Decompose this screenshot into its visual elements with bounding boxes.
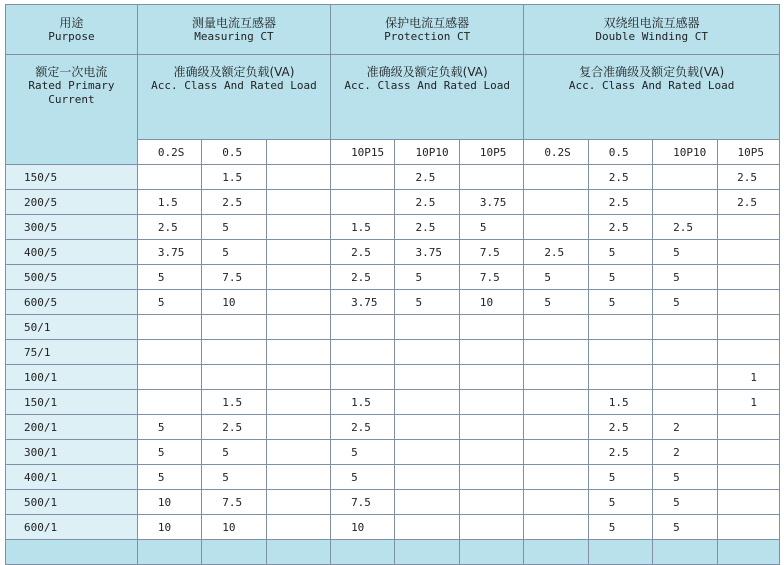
table-row — [6, 290, 780, 315]
accuracy-class-cell: 10P10 — [653, 140, 717, 165]
value-cell — [588, 540, 652, 565]
value-cell — [653, 190, 717, 215]
accuracy-class-cell: 10P10 — [395, 140, 459, 165]
table-row — [6, 440, 780, 465]
protection-ct-header — [331, 5, 524, 55]
value-cell: 1.5 — [331, 390, 395, 415]
value-cell — [524, 415, 588, 440]
protection-acc-zh: 准确级及额定负载(VA) — [366, 65, 488, 79]
value-cell — [717, 540, 779, 565]
value-cell — [266, 165, 330, 190]
value-cell: 2.5 — [137, 215, 201, 240]
value-cell: 5 — [202, 465, 266, 490]
value-cell — [395, 415, 459, 440]
value-cell: 2.5 — [331, 415, 395, 440]
rated-current-header — [6, 55, 138, 165]
measuring-acc-header — [137, 55, 330, 140]
value-cell: 2.5 — [331, 240, 395, 265]
value-cell — [717, 340, 779, 365]
value-cell: 2.5 — [588, 215, 652, 240]
value-cell — [459, 365, 523, 390]
value-cell — [459, 490, 523, 515]
value-cell — [653, 540, 717, 565]
value-cell — [717, 465, 779, 490]
value-cell: 2.5 — [331, 265, 395, 290]
measuring-acc-en: Acc. Class And Rated Load — [151, 79, 317, 92]
value-cell — [653, 340, 717, 365]
value-cell — [459, 515, 523, 540]
value-cell — [202, 540, 266, 565]
table-row — [6, 465, 780, 490]
value-cell — [266, 490, 330, 515]
table-row — [6, 490, 780, 515]
table-row — [6, 365, 780, 390]
value-cell — [266, 315, 330, 340]
protection-acc-en: Acc. Class And Rated Load — [344, 79, 510, 92]
measuring-acc-zh: 准确级及额定负载(VA) — [173, 65, 295, 79]
ct-spec-table — [5, 4, 780, 565]
value-cell — [588, 315, 652, 340]
table-row — [6, 415, 780, 440]
value-cell — [524, 440, 588, 465]
value-cell: 10 — [202, 290, 266, 315]
value-cell — [137, 315, 201, 340]
value-cell: 2.5 — [588, 440, 652, 465]
value-cell — [717, 315, 779, 340]
value-cell: 3.75 — [137, 240, 201, 265]
table-row — [6, 215, 780, 240]
value-cell — [331, 540, 395, 565]
value-cell — [524, 390, 588, 415]
value-cell: 1.5 — [137, 190, 201, 215]
value-cell: 3.75 — [331, 290, 395, 315]
table-row — [6, 190, 780, 215]
value-cell: 5 — [137, 265, 201, 290]
value-cell — [459, 340, 523, 365]
value-cell: 10 — [137, 515, 201, 540]
rated-current-cell: 300/5 — [6, 215, 138, 240]
value-cell: 5 — [588, 465, 652, 490]
value-cell — [331, 340, 395, 365]
value-cell: 5 — [459, 215, 523, 240]
rated-current-cell — [6, 540, 138, 565]
rated-current-cell: 150/1 — [6, 390, 138, 415]
value-cell — [717, 440, 779, 465]
double-winding-ct-header — [524, 5, 780, 55]
value-cell: 5 — [653, 290, 717, 315]
value-cell — [266, 390, 330, 415]
table-row — [6, 390, 780, 415]
table-row — [6, 265, 780, 290]
rated-current-cell: 100/1 — [6, 365, 138, 390]
value-cell: 5 — [653, 490, 717, 515]
rated-current-cell: 200/1 — [6, 415, 138, 440]
value-cell — [395, 465, 459, 490]
value-cell: 1.5 — [331, 215, 395, 240]
accuracy-class-cell: 0.5 — [202, 140, 266, 165]
rated-current-cell: 50/1 — [6, 315, 138, 340]
value-cell — [137, 340, 201, 365]
value-cell: 2.5 — [202, 415, 266, 440]
value-cell: 5 — [524, 290, 588, 315]
value-cell: 2.5 — [524, 240, 588, 265]
value-cell — [524, 365, 588, 390]
rated-current-cell: 75/1 — [6, 340, 138, 365]
value-cell — [653, 390, 717, 415]
double-zh: 双绕组电流互感器 — [603, 15, 700, 30]
value-cell — [588, 340, 652, 365]
value-cell — [459, 315, 523, 340]
value-cell: 5 — [524, 265, 588, 290]
table-row — [6, 340, 780, 365]
value-cell: 2.5 — [395, 190, 459, 215]
value-cell: 7.5 — [202, 490, 266, 515]
rated-current-cell: 400/5 — [6, 240, 138, 265]
value-cell — [524, 465, 588, 490]
value-cell — [459, 540, 523, 565]
value-cell: 5 — [331, 465, 395, 490]
value-cell: 5 — [395, 265, 459, 290]
value-cell — [202, 315, 266, 340]
double-acc-en: Acc. Class And Rated Load — [568, 79, 735, 92]
value-cell — [266, 440, 330, 465]
value-cell — [653, 365, 717, 390]
value-cell — [266, 340, 330, 365]
accuracy-class-cell: 10P5 — [717, 140, 779, 165]
value-cell: 5 — [653, 515, 717, 540]
header-row — [6, 5, 780, 55]
rated-current-cell: 500/5 — [6, 265, 138, 290]
value-cell — [524, 540, 588, 565]
value-cell: 5 — [137, 465, 201, 490]
table-row — [6, 540, 780, 565]
value-cell — [266, 465, 330, 490]
value-cell — [266, 515, 330, 540]
value-cell — [717, 415, 779, 440]
accuracy-class-cell: 0.2S — [524, 140, 588, 165]
accuracy-class-cell: 0.5 — [588, 140, 652, 165]
value-cell: 10 — [331, 515, 395, 540]
value-cell: 5 — [202, 215, 266, 240]
value-cell: 5 — [588, 515, 652, 540]
value-cell: 7.5 — [202, 265, 266, 290]
value-cell — [202, 340, 266, 365]
table-row — [6, 240, 780, 265]
double-acc-zh: 复合准确级及额定负载(VA) — [579, 65, 725, 79]
value-cell — [266, 290, 330, 315]
value-cell — [653, 165, 717, 190]
rated-current-cell: 500/1 — [6, 490, 138, 515]
value-cell: 5 — [331, 440, 395, 465]
protection-acc-header — [331, 55, 524, 140]
value-cell — [266, 240, 330, 265]
value-cell — [459, 465, 523, 490]
purpose-en: Purpose — [48, 29, 95, 43]
value-cell — [266, 540, 330, 565]
value-cell: 5 — [202, 440, 266, 465]
rated-current-cell: 400/1 — [6, 465, 138, 490]
rated-current-cell: 200/5 — [6, 190, 138, 215]
value-cell — [717, 290, 779, 315]
measuring-ct-header — [137, 5, 330, 55]
value-cell: 5 — [653, 240, 717, 265]
value-cell — [717, 240, 779, 265]
accuracy-class-cell — [266, 140, 330, 165]
value-cell — [395, 540, 459, 565]
subheader-row — [6, 55, 780, 140]
value-cell: 5 — [653, 265, 717, 290]
table-row — [6, 315, 780, 340]
value-cell: 3.75 — [459, 190, 523, 215]
value-cell — [137, 540, 201, 565]
value-cell — [266, 215, 330, 240]
value-cell: 10 — [137, 490, 201, 515]
value-cell — [459, 440, 523, 465]
purpose-zh: 用途 — [59, 15, 84, 30]
value-cell — [524, 340, 588, 365]
value-cell — [137, 365, 201, 390]
value-cell — [524, 165, 588, 190]
value-cell — [331, 315, 395, 340]
value-cell — [459, 165, 523, 190]
value-cell — [331, 190, 395, 215]
value-cell: 5 — [137, 415, 201, 440]
value-cell: 2.5 — [717, 190, 779, 215]
value-cell — [395, 315, 459, 340]
value-cell — [524, 215, 588, 240]
rated-current-cell: 600/1 — [6, 515, 138, 540]
value-cell: 2.5 — [717, 165, 779, 190]
value-cell — [653, 315, 717, 340]
value-cell: 5 — [588, 290, 652, 315]
rated-current-en2: Current — [48, 93, 95, 106]
rated-current-zh: 额定一次电流 — [35, 65, 108, 79]
value-cell — [524, 315, 588, 340]
value-cell — [266, 190, 330, 215]
value-cell — [395, 440, 459, 465]
value-cell: 1.5 — [202, 165, 266, 190]
value-cell — [137, 165, 201, 190]
value-cell: 10 — [459, 290, 523, 315]
value-cell: 5 — [137, 290, 201, 315]
rated-current-cell: 150/5 — [6, 165, 138, 190]
value-cell: 1.5 — [588, 390, 652, 415]
table-body — [6, 165, 780, 565]
value-cell: 2.5 — [588, 190, 652, 215]
accuracy-class-cell: 10P5 — [459, 140, 523, 165]
value-cell: 1 — [717, 390, 779, 415]
value-cell: 2.5 — [395, 215, 459, 240]
value-cell — [459, 415, 523, 440]
value-cell — [395, 365, 459, 390]
value-cell — [395, 340, 459, 365]
value-cell: 5 — [588, 240, 652, 265]
value-cell: 3.75 — [395, 240, 459, 265]
value-cell — [524, 515, 588, 540]
value-cell: 2 — [653, 415, 717, 440]
value-cell: 7.5 — [459, 265, 523, 290]
value-cell — [588, 365, 652, 390]
value-cell — [717, 515, 779, 540]
value-cell — [395, 490, 459, 515]
double-acc-header — [524, 55, 780, 140]
rated-current-cell: 600/5 — [6, 290, 138, 315]
value-cell: 7.5 — [459, 240, 523, 265]
protection-zh: 保护电流互感器 — [385, 15, 470, 30]
value-cell: 5 — [588, 490, 652, 515]
measuring-zh: 测量电流互感器 — [191, 15, 276, 30]
value-cell — [331, 165, 395, 190]
value-cell — [717, 215, 779, 240]
value-cell — [331, 365, 395, 390]
value-cell — [395, 515, 459, 540]
measuring-en: Measuring CT — [194, 29, 274, 43]
rated-current-cell: 300/1 — [6, 440, 138, 465]
value-cell — [137, 390, 201, 415]
value-cell: 2 — [653, 440, 717, 465]
value-cell — [266, 415, 330, 440]
value-cell: 2.5 — [653, 215, 717, 240]
value-cell: 2.5 — [395, 165, 459, 190]
value-cell: 5 — [202, 240, 266, 265]
value-cell: 5 — [395, 290, 459, 315]
purpose-header — [6, 5, 138, 55]
value-cell: 5 — [653, 465, 717, 490]
value-cell — [717, 265, 779, 290]
value-cell: 1 — [717, 365, 779, 390]
value-cell: 10 — [202, 515, 266, 540]
accuracy-class-cell: 0.2S — [137, 140, 201, 165]
value-cell — [717, 490, 779, 515]
value-cell — [202, 365, 266, 390]
value-cell: 2.5 — [202, 190, 266, 215]
value-cell — [266, 265, 330, 290]
rated-current-en1: Rated Primary — [28, 79, 115, 92]
value-cell — [524, 190, 588, 215]
value-cell — [459, 390, 523, 415]
table-row — [6, 165, 780, 190]
value-cell: 5 — [588, 265, 652, 290]
accuracy-class-cell: 10P15 — [331, 140, 395, 165]
value-cell — [395, 390, 459, 415]
protection-en: Protection CT — [384, 29, 471, 43]
table-row — [6, 515, 780, 540]
value-cell — [524, 490, 588, 515]
value-cell: 7.5 — [331, 490, 395, 515]
value-cell — [266, 365, 330, 390]
value-cell: 2.5 — [588, 415, 652, 440]
value-cell: 5 — [137, 440, 201, 465]
value-cell: 2.5 — [588, 165, 652, 190]
double-en: Double Winding CT — [595, 29, 708, 43]
value-cell: 1.5 — [202, 390, 266, 415]
